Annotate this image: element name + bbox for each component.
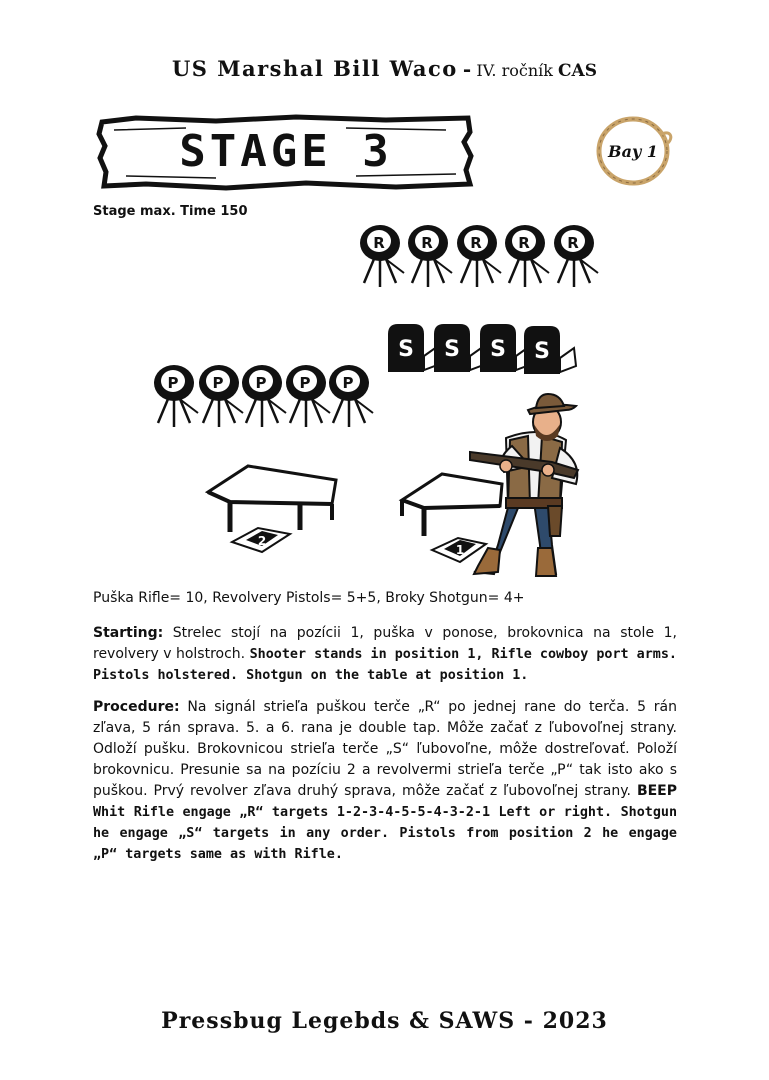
pistol-target bbox=[154, 365, 198, 427]
position-1-marker: 1 bbox=[455, 543, 465, 557]
header-title: US Marshal Bill Waco bbox=[171, 56, 458, 81]
header-edition: IV. ročník bbox=[476, 61, 553, 80]
starting-text-sk: Strelec stojí na pozícii 1, puška v ponose, brokovnica na stole 1, revolvery v holstroch. bbox=[93, 625, 677, 662]
shotgun-target bbox=[434, 324, 486, 372]
svg-text:R: R bbox=[518, 234, 530, 252]
position-2-marker: 2 bbox=[257, 534, 267, 548]
pistol-target bbox=[329, 365, 373, 427]
svg-text:R: R bbox=[373, 234, 385, 252]
pistol-targets bbox=[154, 365, 373, 427]
table-position-2 bbox=[208, 466, 336, 552]
rifle-target bbox=[505, 225, 549, 287]
procedure-section bbox=[93, 697, 677, 865]
pistol-target bbox=[286, 365, 330, 427]
rifle-target bbox=[457, 225, 501, 287]
rifle-target bbox=[554, 225, 598, 287]
stage-title: STAGE 3 bbox=[179, 126, 393, 177]
svg-text:P: P bbox=[255, 374, 267, 392]
starting-section bbox=[93, 623, 677, 686]
shotgun-target bbox=[524, 326, 576, 374]
rifle-target bbox=[360, 225, 404, 287]
svg-text:R: R bbox=[567, 234, 579, 252]
svg-text:S: S bbox=[534, 339, 550, 364]
svg-text:P: P bbox=[167, 374, 179, 392]
svg-text:S: S bbox=[398, 337, 414, 362]
svg-text:P: P bbox=[342, 374, 354, 392]
procedure-label: Procedure: bbox=[93, 699, 180, 715]
bay-label: Bay 1 bbox=[608, 142, 658, 161]
header-org: CAS bbox=[558, 61, 598, 81]
starting-text-en: Shooter stands in position 1, Rifle cowboy port arms. Pistols holstered. Shotgun on the table at position 1. bbox=[93, 647, 677, 683]
procedure-text-sk: Na signál strieľa puškou terče „R“ po jednej rane do terča. 5 rán zľava, 5 rán sprava. 5. a 6. rana je double tap. Môže začať z ľubovoľnej strany. Odloží pušku. Brokovnicou strieľa terče „S“ ľubovoľne, môže dostreľovať. Položí brokovnicu. Presunie sa na pozíciu 2 a revolvermi strieľa terče „P“ tak isto ako s puškou. Prvý revolver zľava druhý sprava, môže začať z ľubovoľnej strany. bbox=[93, 699, 677, 799]
page-footer: Pressbug Legebds & SAWS - 2023 bbox=[161, 1008, 608, 1034]
shotgun-target bbox=[388, 324, 440, 372]
rifle-targets bbox=[360, 225, 598, 287]
starting-label: Starting: bbox=[93, 625, 164, 641]
svg-text:P: P bbox=[299, 374, 311, 392]
stage-time: Stage max. Time 150 bbox=[93, 204, 248, 219]
svg-text:S: S bbox=[490, 337, 506, 362]
procedure-text-en: Whit Rifle engage „R“ targets 1-2-3-4-5-5-4-3-2-1 Left or right. Shotgun he engage „S“ targets in any order. Pistols from position 2 he engage „P“ targets same as with Rifle. bbox=[93, 805, 677, 862]
pistol-target bbox=[242, 365, 286, 427]
svg-text:R: R bbox=[470, 234, 482, 252]
svg-text:P: P bbox=[212, 374, 224, 392]
ammo-line: Puška Rifle= 10, Revolvery Pistols= 5+5, Broky Shotgun= 4+ bbox=[93, 590, 525, 606]
shotgun-targets bbox=[388, 324, 576, 374]
svg-text:S: S bbox=[444, 337, 460, 362]
procedure-beep: BEEP bbox=[636, 783, 677, 799]
header-separator: - bbox=[462, 57, 472, 81]
rifle-target bbox=[408, 225, 452, 287]
pistol-target bbox=[199, 365, 243, 427]
svg-text:R: R bbox=[421, 234, 433, 252]
